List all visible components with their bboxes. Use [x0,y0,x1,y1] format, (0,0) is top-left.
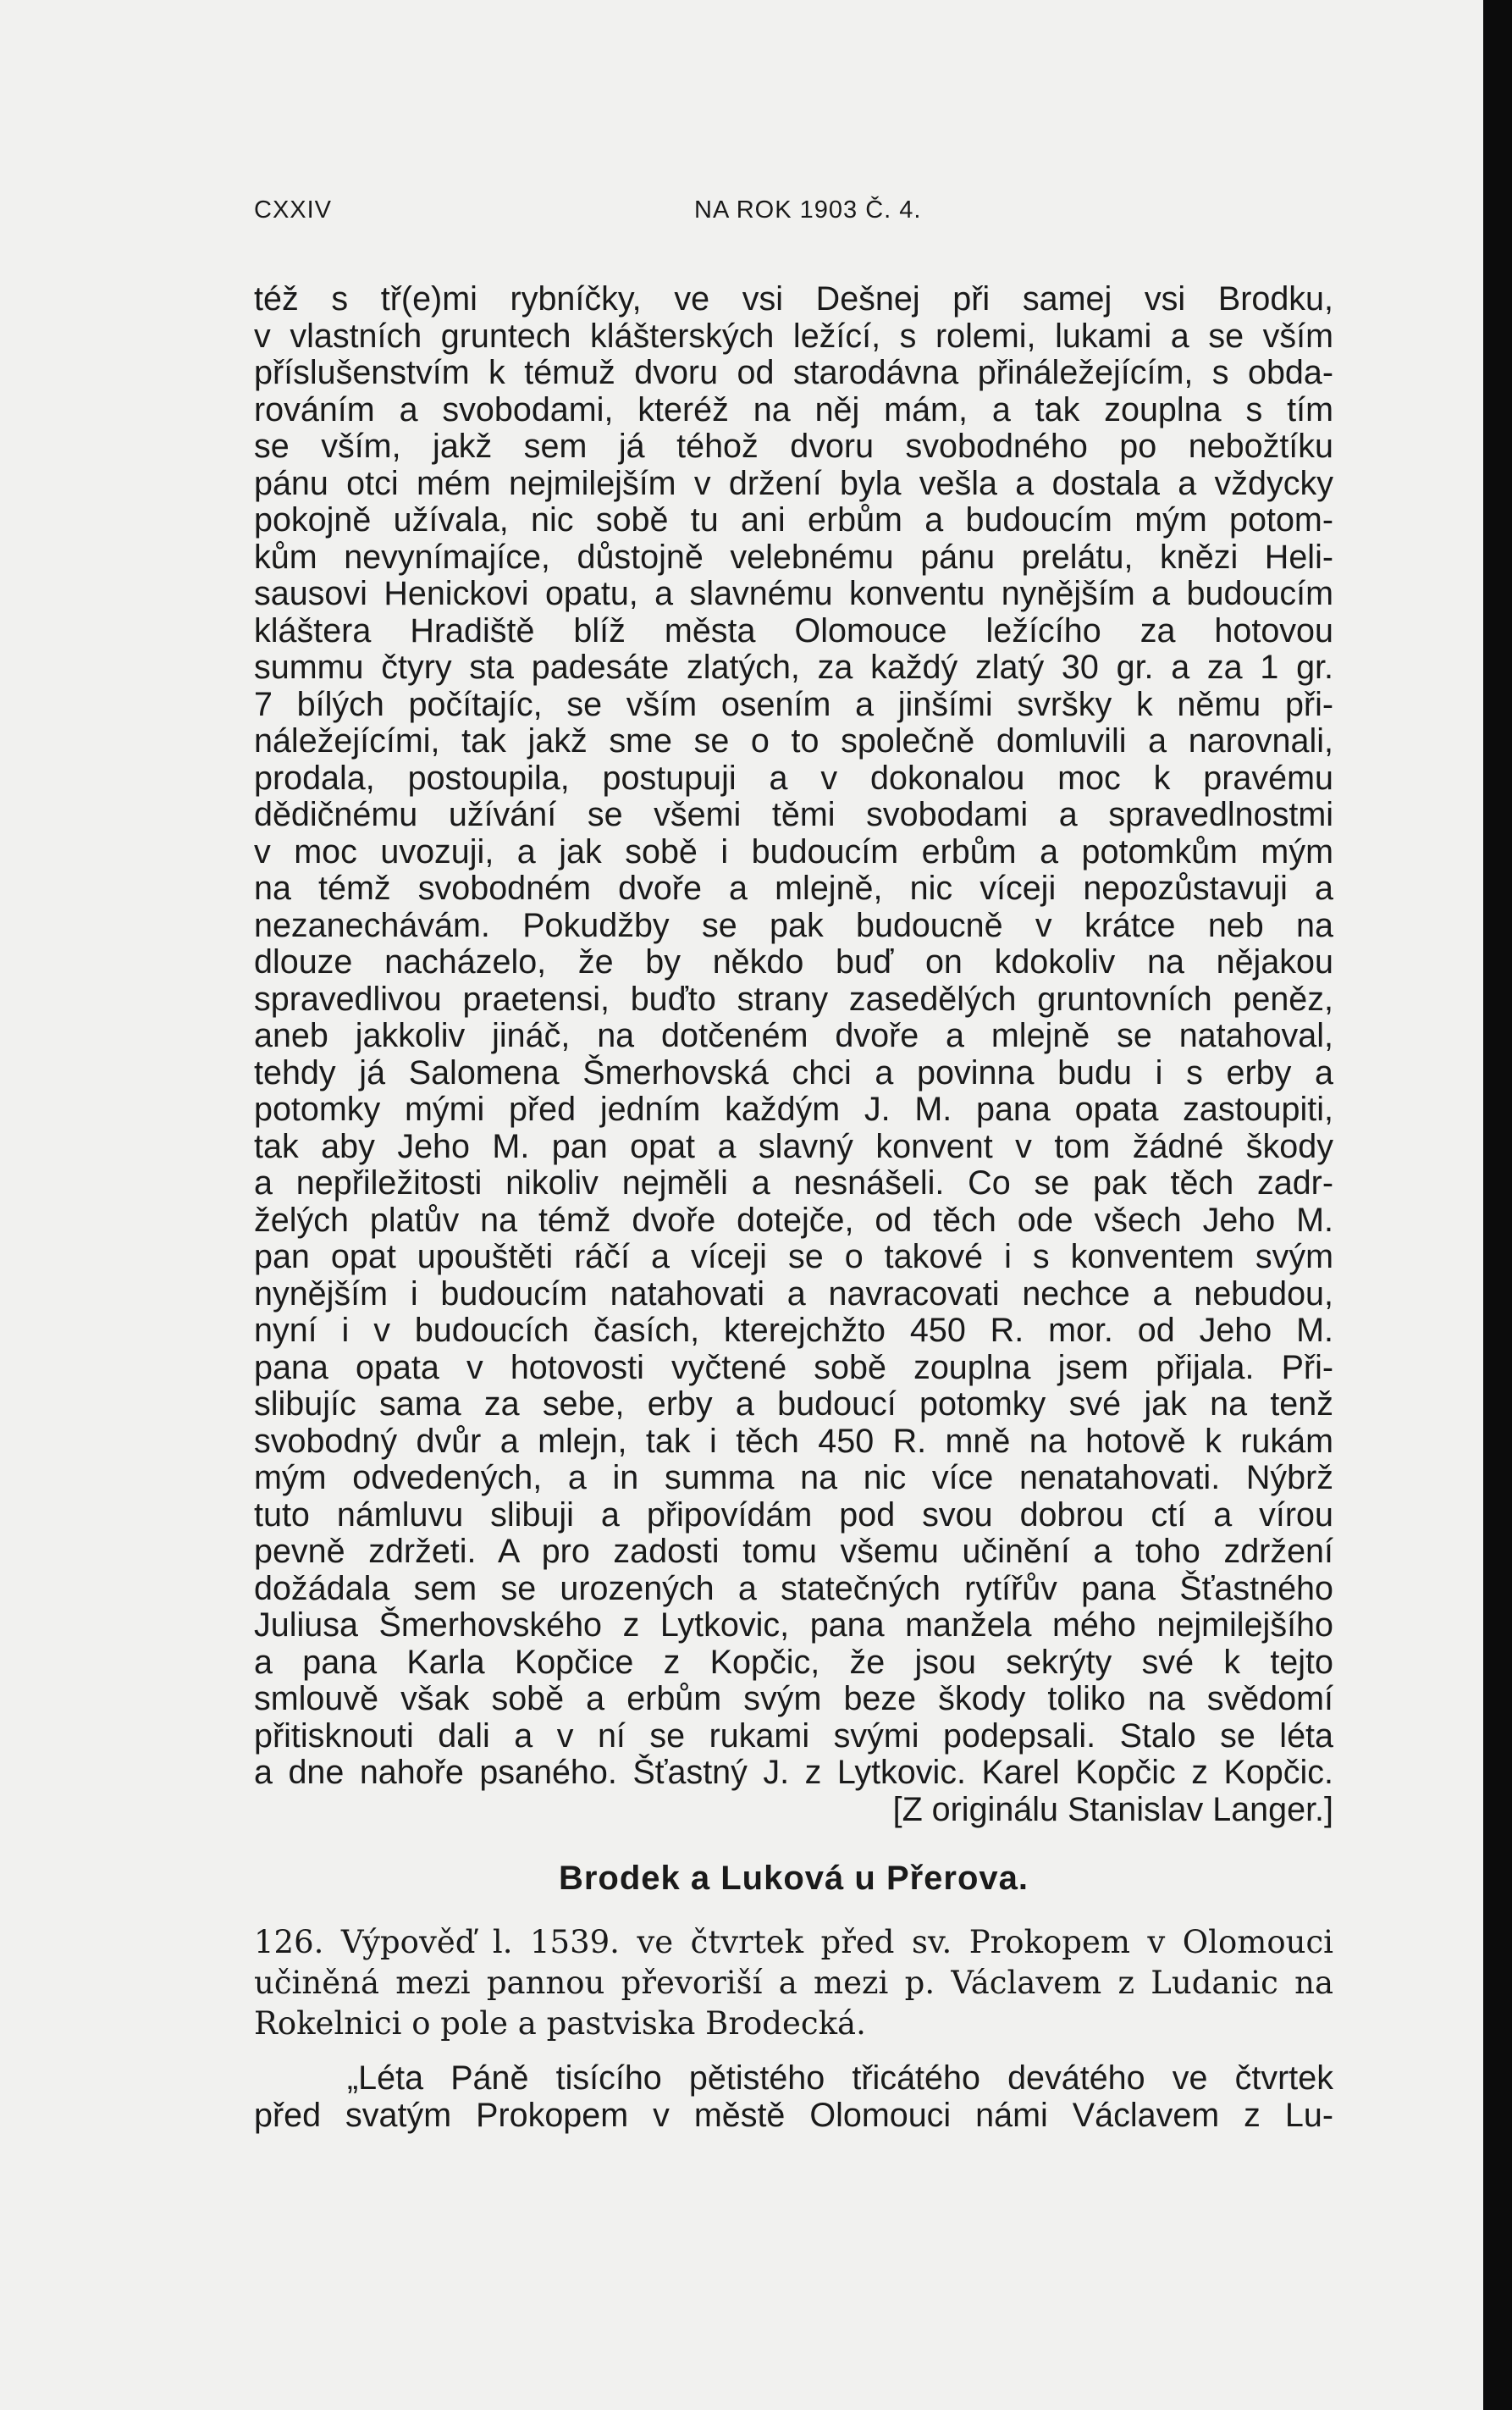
text-line: sausovi Henickovi opatu, a slavnému konventu nynějším a budoucím [254,575,1333,612]
text-line: a nepřiležitosti nikoliv nejměli a nesnášeli. Co se pak těch zadr- [254,1164,1333,1202]
text-line: potomky mými před jedním každým J. M. pana opata zastoupiti, [254,1091,1333,1128]
text-line: tehdy já Salomena Šmerhovská chci a povinna budu i s erby a [254,1053,1333,1092]
text-line: tuto námluvu slibuji a připovídám pod svou dobrou ctí a vírou [254,1495,1333,1534]
page-scan-edge [1483,0,1512,2410]
page-number: CXXIV [254,196,333,224]
text-line: též s tř(e)mi rybníčky, ve vsi Dešnej při samej vsi Brodku, [254,280,1333,318]
text-line: na témž svobodném dvoře a mlejně, nic víceji nepozůstavuji a [254,870,1333,907]
regest-line: Rokelnici o pole a pastviska Brodecká. [254,2005,866,2042]
body-text [254,281,1333,1828]
regest-line: učiněná mezi pannou převoriší a mezi p. Václavem z Ludanic na [254,1965,1333,2001]
text-line: summu čtyry sta padesáte zlatých, za každý zlatý 30 gr. a za 1 gr. [254,649,1333,686]
regest-line: 126. Výpověď l. 1539. ve čtvrtek před sv. Prokopem v Olomouci [254,1924,1333,1960]
text-line: nynějším i budoucím natahovati a navracovati nechce a nebudou, [254,1274,1333,1313]
text-line: pana opata v hotovosti vyčtené sobě zouplna jsem přijala. Při- [254,1348,1333,1386]
document-regest [254,1922,1333,2044]
text-line: tak aby Jeho M. pan opat a slavný konvent v tom žádné škody [254,1127,1333,1165]
text-line: a pana Karla Kopčice z Kopčic, že jsou sekrýty své k tejto [254,1643,1333,1681]
text-line: se vším, jakž sem já téhož dvoru svobodného po nebožtíku [254,428,1333,465]
text-line: dlouze nacházelo, že by někdo buď on kdokoliv na nějakou [254,943,1333,981]
text-line: kům nevynímajíce, důstojně velebnému pánu prelátu, knězi Heli- [254,538,1333,576]
text-line: prodala, postoupila, postupuji a v dokonalou moc k pravému [254,759,1333,797]
text-line: smlouvě však sobě a erbům svým beze škody toliko na svědomí [254,1680,1333,1717]
text-line: v moc uvozuji, a jak sobě i budoucím erbům a potomkům mým [254,832,1333,871]
text-line: 7 bílých počítajíc, se vším osením a jinšími svršky k němu při- [254,685,1333,723]
running-head [254,196,1329,230]
text-line: aneb jakkoliv jináč, na dotčeném dvoře a mlejně se natahoval, [254,1017,1333,1054]
text-line: pokojně užívala, nic sobě tu ani erbům a budoucím mým potom- [254,501,1333,539]
section-heading: Brodek a Luková u Přerova. [558,1860,1029,1897]
quote-line: před svatým Prokopem v městě Olomouci námi Václavem z Lu- [254,2097,1333,2134]
text-line: spravedlivou praetensi, buďto strany zasedělých gruntovních peněz, [254,980,1333,1018]
text-line: rováním a svobodami, kteréž na něj mám, a tak zouplna s tím [254,390,1333,428]
text-line: dědičnému užívání se všemi těmi svobodami a spravedlnostmi [254,796,1333,833]
text-line: pevně zdržeti. A pro zadosti tomu všemu učinění a toho zdržení [254,1533,1333,1570]
text-line: v vlastních gruntech klášterských ležící, s rolemi, lukami a se vším [254,317,1333,355]
text-line: nyní i v budoucích časích, kterejchžto 450 R. mor. od Jeho M. [254,1312,1333,1349]
quote-line: „Léta Páně tisícího pětistého třicátého devátého ve čtvrtek [347,2059,1333,2097]
source-note: [Z originálu Stanislav Langer.] [892,1790,1333,1828]
text-line: slibujíc sama za sebe, erby a budoucí potomky své jak na tenž [254,1385,1333,1423]
text-line: mým odvedených, a in summa na nic více nenatahovati. Nýbrž [254,1459,1333,1496]
text-line: nezanechávám. Pokudžby se pak budoucně v krátce neb na [254,906,1333,944]
text-line: příslušenstvím k témuž dvoru od starodávna přináležejícím, s obda- [254,354,1333,391]
text-line: dožádala sem se urozených a statečných rytířův pana Šťastného [254,1569,1333,1607]
text-line: Juliusa Šmerhovského z Lytkovic, pana manžela mého nejmilejšího [254,1606,1333,1644]
text-line: přitisknouti dali a v ní se rukami svými podepsali. Stalo se léta [254,1716,1333,1755]
running-title: NA ROK 1903 Č. 4. [694,196,922,224]
text-line: želých platův na témž dvoře dotejče, od těch ode všech Jeho M. [254,1201,1333,1239]
text-line: a dne nahoře psaného. Šťastný J. z Lytkovic. Karel Kopčic z Kopčic. [254,1754,1333,1791]
document-quote-start [254,2059,1333,2134]
text-line: svobodný dvůr a mlejn, tak i těch 450 R. mně na hotově k rukám [254,1422,1333,1460]
text-line: kláštera Hradiště blíž města Olomouce ležícího za hotovou [254,611,1333,649]
text-line: pánu otci mém nejmilejším v držení byla vešla a dostala a vždycky [254,464,1333,502]
text-line: pan opat upouštěti ráčí a víceji se o takové i s konventem svým [254,1238,1333,1275]
text-line: náležejícími, tak jakž sme se o to společně domluvili a narovnali, [254,722,1333,760]
